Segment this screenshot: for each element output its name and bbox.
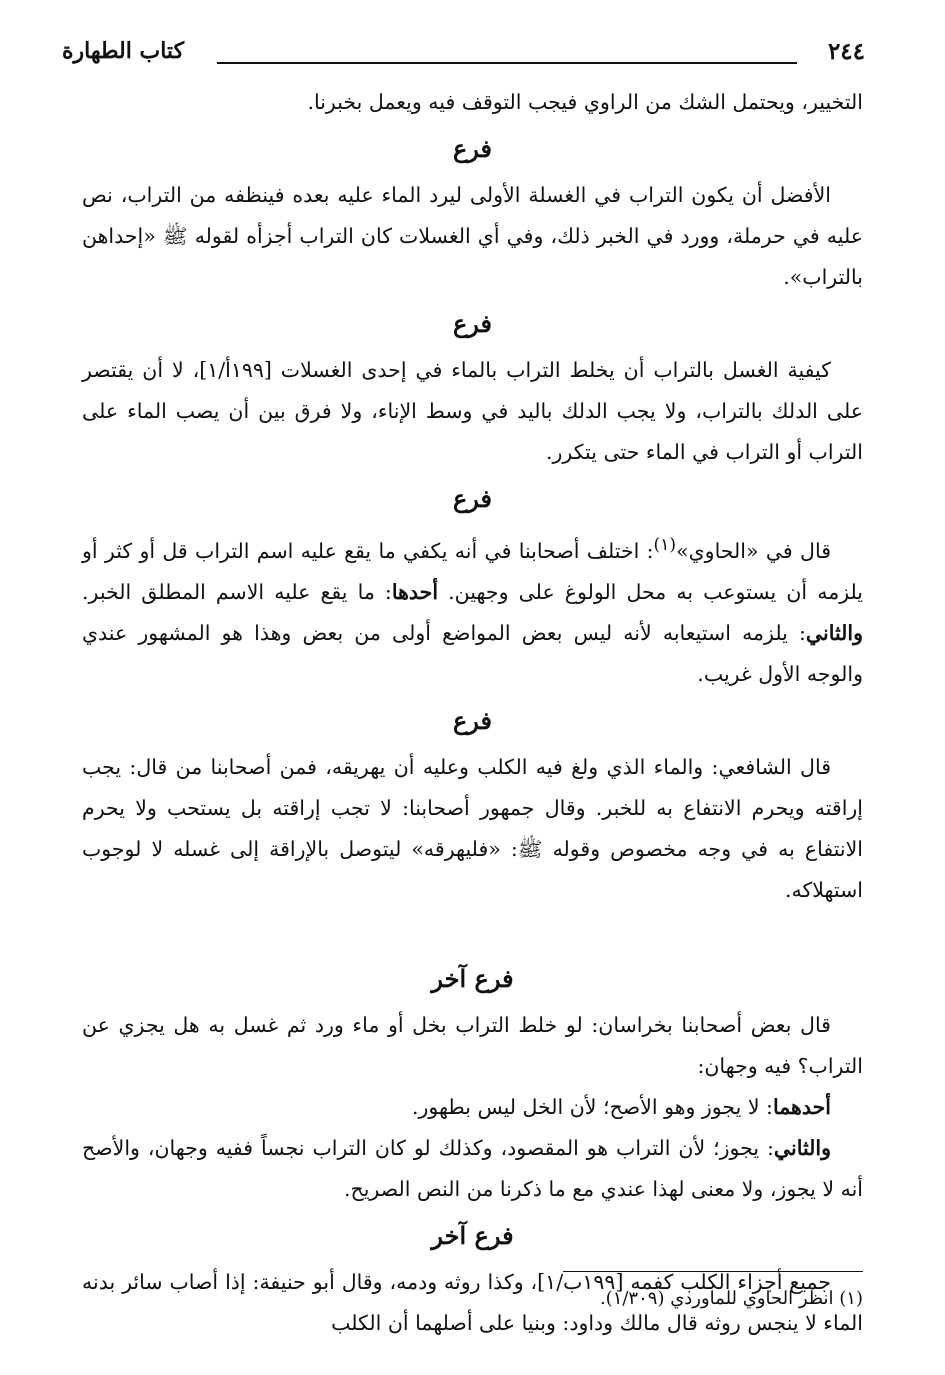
text-run: : لا يجوز وهو الأصح؛ لأن الخل ليس بطهور. [411, 1094, 773, 1119]
text-run: : اختلف أصحابنا في أنه يكفي ما يقع عليه اسم التراب قل أو كثر أو يلزمه أن يستوعب به محل الولوغ على وجهين. [82, 538, 863, 604]
text-run: : ما يقع عليه الاسم المطلق الخبر. [82, 579, 392, 604]
page-header [62, 38, 865, 78]
footnote-rule [563, 1271, 863, 1272]
paragraph: الأفضل أن يكون التراب في الغسلة الأولى ليرد الماء عليه بعده فينظفه من التراب، نص عليه في حرملة، وورد في الخبر ذلك، وفي أي الغسلات كان التراب أجزأه لقوله ﷺ «إحداهن بالتراب». [82, 183, 863, 289]
section-heading: فرع [452, 705, 493, 735]
section-heading: فرع [452, 484, 493, 513]
paragraph [82, 1087, 863, 1128]
section-heading: فرع آخر [431, 1220, 514, 1250]
section-heading: فرع [452, 134, 493, 163]
spacer [82, 911, 863, 953]
page-number: ٢٤٤ [827, 38, 865, 65]
text-run: : يلزمه استيعابه لأنه ليس بعض المواضع أولى من بعض وهذا هو المشهور عندي والوجه الأول غريب. [82, 620, 863, 686]
paragraph [82, 1128, 863, 1210]
paragraph-continuation: التخيير، ويحتمل الشك من الراوي فيجب التوقف فيه ويعمل بخبرنا. [307, 90, 863, 114]
text-run: : يجوز؛ لأن التراب هو المقصود، وكذلك لو كان التراب نجساً ففيه وجهان، والأصح أنه لا يجوز، ولا معنى لهذا عندي مع ما ذكرنا من النص الصريح. [82, 1135, 863, 1201]
paragraph: قال بعض أصحابنا بخراسان: لو خلط التراب بخل أو ماء ورد ثم غسل به هل يجزي عن التراب؟ فيه وجهان: [82, 1012, 863, 1078]
main-text [82, 82, 863, 1344]
book-title: كتاب الطهارة [62, 38, 185, 64]
paragraph: قال الشافعي: والماء الذي ولغ فيه الكلب وعليه أن يهريقه، فمن أصحابنا من قال: يجب إراقته ويحرم الانتفاع به للخبر. وقال جمهور أصحابنا: لا تجب إراقته بل يستحب ولا يحرم الانتفاع به في وجه مخصوص وقوله ﷺ: «فليهرقه» ليتوصل بالإراقة إلى غسله لا لوجوب استهلاكه. [82, 754, 863, 902]
footnote: (١) انظر الحاوي للماوردي (١/٣٠٩). [599, 1288, 863, 1309]
footnote-ref: (١) [653, 535, 677, 555]
paragraph: كيفية الغسل بالتراب أن يخلط التراب بالماء في إحدى الغسلات [١٩٩أ/١]، لا أن يقتصر على الدلك بالتراب، ولا يجب الدلك باليد في وسط الإناء، ولا فرق بين أن يصب الماء على التراب أو التراب في الماء حتى يتكرر. [82, 358, 863, 464]
header-rule [217, 62, 797, 64]
paragraph [82, 525, 863, 695]
section-heading: فرع [452, 309, 493, 338]
paragraph: جميع أجزاء الكلب كفمه [١٩٩ب/١]، وكذا روثه ودمه، وقال أبو حنيفة: إذا أصاب سائر بدنه الماء لا ينجس روثه قال مالك وداود: وبنيا على أصلهما أن الكلب [82, 1269, 863, 1335]
text-run: قال في «الحاوي» [676, 538, 831, 563]
keyword: أحدهما [772, 1094, 831, 1119]
keyword: والثاني [805, 620, 863, 645]
keyword: والثاني [773, 1135, 831, 1160]
section-heading: فرع آخر [431, 963, 514, 993]
keyword: أحدها [391, 579, 439, 604]
